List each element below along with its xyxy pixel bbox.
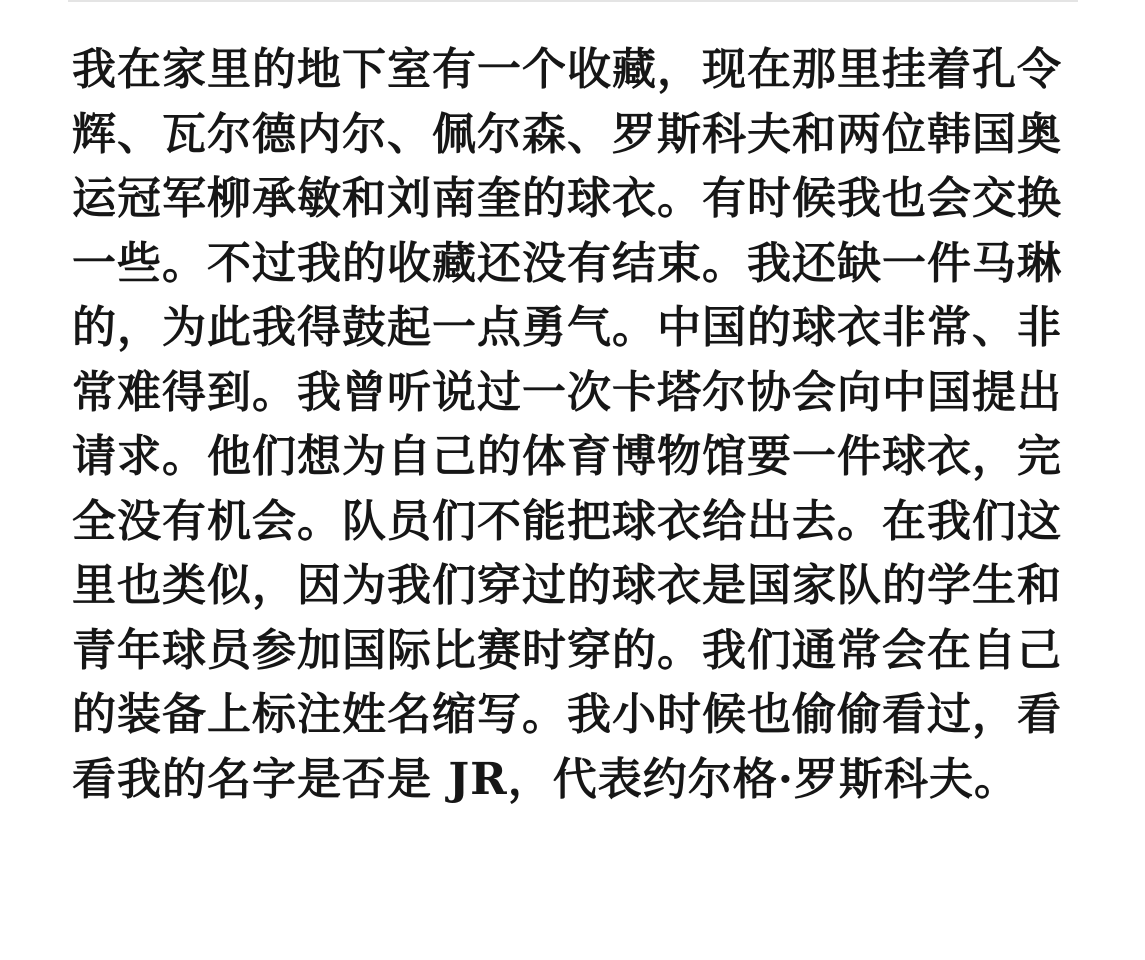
text-line: 请求。他们想为自己的体育博物馆要一件球衣，完 — [72, 431, 1062, 482]
text-line: 的，为此我得鼓起一点勇气。中国的球衣非常、非 — [72, 302, 1062, 353]
text-line: 的装备上标注姓名缩写。我小时候也偷偷看过，看 — [72, 689, 1062, 740]
text-line: 青年球员参加国际比赛时穿的。我们通常会在自己 — [72, 624, 1062, 676]
text-line: 看我的名字是否是 JR，代表约尔格·罗斯科夫。 — [72, 753, 1020, 805]
top-divider — [68, 0, 1078, 2]
text-line: 里也类似，因为我们穿过的球衣是国家队的学生和 — [72, 560, 1062, 611]
document-body — [72, 38, 1082, 812]
text-line: 一些。不过我的收藏还没有结束。我还缺一件马琳 — [72, 237, 1062, 289]
text-line: 全没有机会。队员们不能把球衣给出去。在我们这 — [72, 495, 1062, 547]
text-line: 我在家里的地下室有一个收藏，现在那里挂着孔令 — [72, 44, 1062, 95]
text-line: 常难得到。我曾听说过一次卡塔尔协会向中国提出 — [72, 366, 1062, 418]
text-line: 运冠军柳承敏和刘南奎的球衣。有时候我也会交换 — [72, 173, 1062, 224]
text-line: 辉、瓦尔德内尔、佩尔森、罗斯科夫和两位韩国奥 — [72, 108, 1062, 160]
